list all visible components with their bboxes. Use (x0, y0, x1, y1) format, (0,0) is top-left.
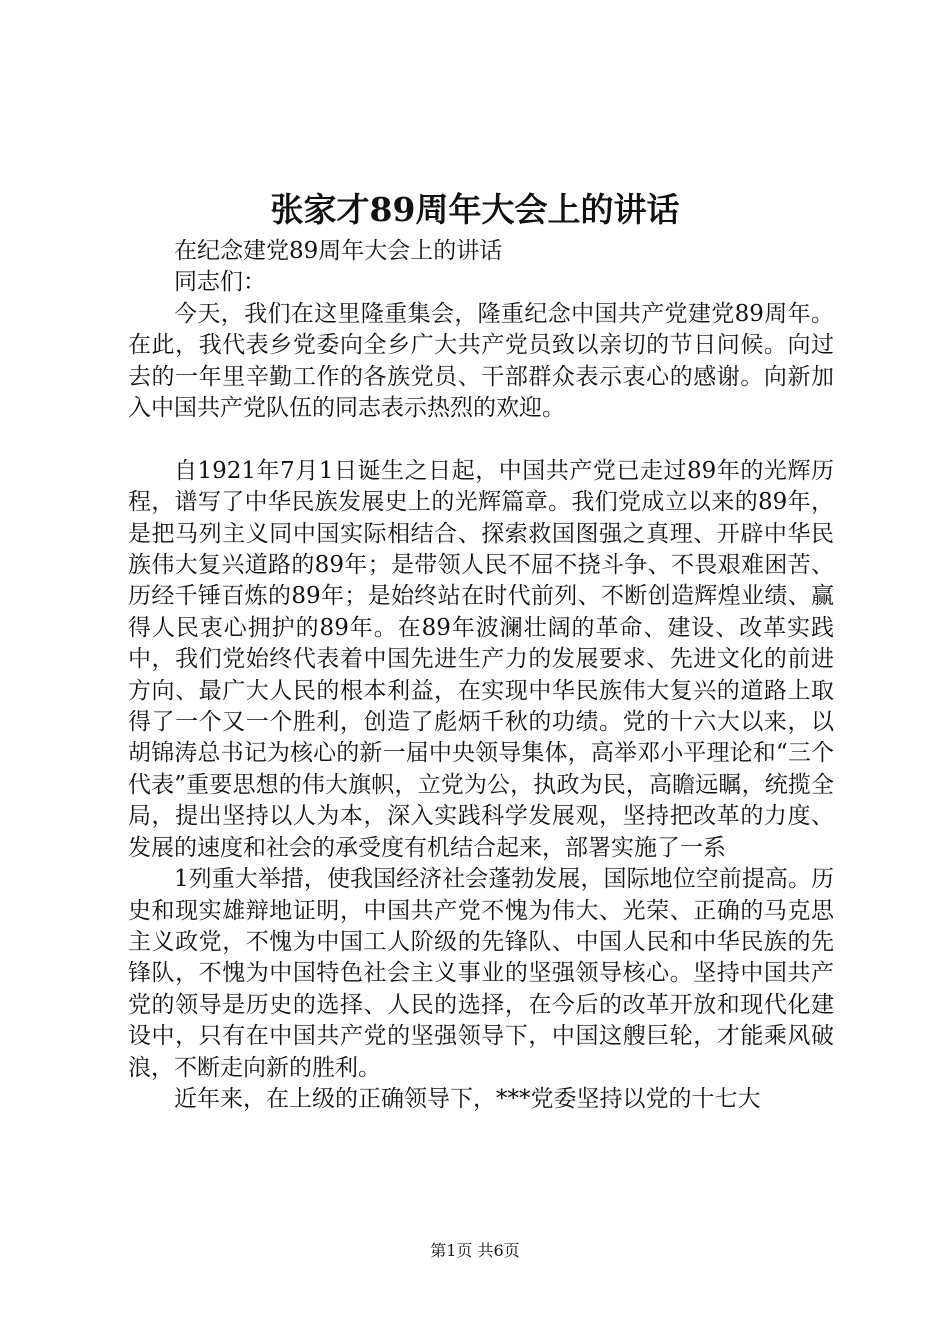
body-paragraph: 近年来，在上级的正确领导下，***党委坚持以党的十七大 (174, 1085, 761, 1112)
body-paragraph: 今天，我们在这里隆重集会，隆重纪念中国共产党建党89周年。在此，我代表乡党委向全乡广大共产党员致以亲切的节日问候。向过去的一年里辛勤工作的各族党员、干部群众表示衷心的感谢。向新加入中国共产党队伍的同志表示热烈的欢迎。 (128, 300, 834, 422)
page-footer: 第1页 共6页 (430, 1241, 520, 1260)
subtitle-paragraph: 在纪念建党89周年大会上的讲话 (174, 238, 503, 264)
body-paragraph: 1列重大举措，使我国经济社会蓬勃发展，国际地位空前提高。历史和现实雄辩地证明，中国共产党不愧为伟大、光荣、正确的马克思主义政党，不愧为中国工人阶级的先锋队、中国人民和中华民族的先锋队，不愧为中国特色社会主义事业的坚强领导核心。坚持中国共产党的领导是历史的选择、人民的选择，在今后的改革开放和现代化建设中，只有在中国共产党的坚强领导下，中国这艘巨轮，才能乘风破浪，不断走向新的胜利。 (128, 866, 834, 1081)
paragraph-spacer (128, 424, 834, 455)
body-paragraph: 自1921年7月1日诞生之日起，中国共产党已走过89年的光辉历程，谱写了中华民族发展史上的光辉篇章。我们党成立以来的89年，是把马列主义同中国实际相结合、探索救国图强之真理、开辟中华民族伟大复兴道路的89年；是带领人民不屈不挠斗争、不畏艰难困苦、历经千锤百炼的89年；是始终站在时代前列、不断创造辉煌业绩、赢得人民衷心拥护的89年。在89年波澜壮阔的革命、建设、改革实践中，我们党始终代表着中国先进生产力的发展要求、先进文化的前进方向、最广大人民的根本利益，在实现中华民族伟大复兴的道路上取得了一个又一个胜利，创造了彪炳千秋的功绩。党的十六大以来，以胡锦涛总书记为核心的新一届中央领导集体，高举邓小平理论和“三个代表”重要思想的伟大旗帜，立党为公，执政为民，高瞻远瞩，统揽全局，提出坚持以人为本，深入实践科学发展观，坚持把改革的力度、发展的速度和社会的承受度有机结合起来，部署实施了一系 (128, 457, 834, 861)
document-body (128, 236, 834, 1115)
page-title: 张家才89周年大会上的讲话 (270, 190, 680, 229)
salutation-paragraph: 同志们： (174, 269, 266, 296)
